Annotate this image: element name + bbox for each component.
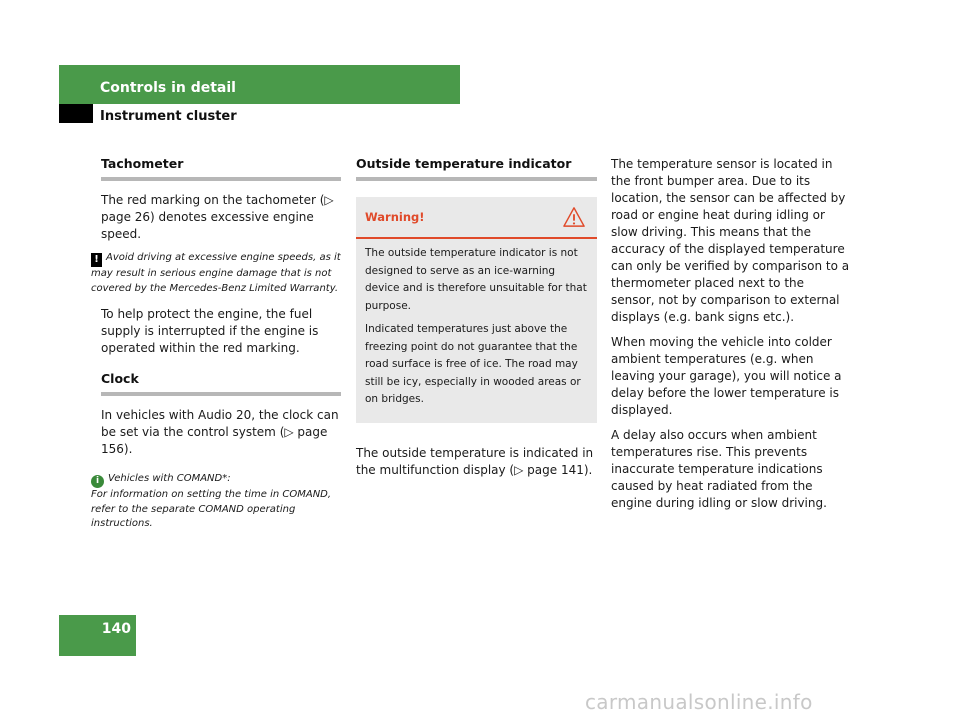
exclamation-icon: ! (91, 253, 102, 267)
comand-note-title: Vehicles with COMAND*: (108, 473, 231, 484)
section-title: Controls in detail (100, 80, 236, 96)
comand-note (91, 472, 341, 532)
tachometer-heading: Tachometer (101, 156, 184, 171)
comand-note-body: For information on setting the time in COMAND, refer to the separate COMAND operating instructions. (91, 489, 332, 529)
tachometer-text: The red marking on the tachometer (▷ page 26) denotes excessive engine speed. (101, 193, 334, 241)
warmer-delay-text: A delay also occurs when ambient temperatures rise. This prevents inaccurate temperature indications caused by heat radiated from the engine during idling or slow driving. (611, 428, 827, 510)
colder-delay-text: When moving the vehicle into colder ambient temperatures (e.g. when leaving your garage), you will notice a delay before the lower temperature is displayed. (611, 335, 842, 417)
column-right (611, 156, 851, 520)
engine-speed-note-text: Avoid driving at excessive engine speeds, as it may result in serious engine damage that is not covered by the Mercedes-Benz Limited Warranty. (91, 252, 341, 294)
warning-triangle-icon (563, 206, 585, 228)
clock-text: In vehicles with Audio 20, the clock can be set via the control system (▷ page 156). (101, 408, 339, 456)
outside-temp-text: The outside temperature is indicated in the multifunction display (▷ page 141). (356, 445, 594, 477)
subsection-title: Instrument cluster (100, 109, 237, 124)
warning-header (356, 197, 597, 239)
engine-speed-note (91, 251, 341, 296)
warning-text-2: Indicated temperatures just above the freezing point do not guarantee that the road surface is free of ice. The road may still be icy, especially in wooded areas or on bridges. (365, 323, 581, 405)
warning-body (356, 239, 597, 419)
clock-heading: Clock (101, 371, 139, 386)
page-number: 140 (101, 621, 131, 637)
column-middle (356, 156, 597, 487)
header-marker (59, 104, 93, 123)
info-icon: i (91, 475, 104, 488)
column-left (91, 156, 341, 542)
warning-text-1: The outside temperature indicator is not designed to serve as an ice-warning device and is therefore unsuitable for that purpose. (365, 247, 587, 312)
heading-rule (101, 392, 341, 396)
heading-rule (101, 177, 341, 181)
warning-label: Warning! (365, 210, 425, 224)
outside-temp-heading: Outside temperature indicator (356, 156, 572, 171)
fuel-supply-text: To help protect the engine, the fuel supply is interrupted if the engine is operated within the red marking. (101, 307, 319, 355)
warning-box (356, 197, 597, 423)
heading-rule (356, 177, 597, 181)
watermark: carmanualsonline.info (585, 690, 813, 714)
sensor-location-text: The temperature sensor is located in the front bumper area. Due to its location, the sensor can be affected by road or engine heat during idling or slow driving. This means that the accuracy of the displayed temperature can only be verified by comparison to a thermometer placed next to the sensor, not by comparison to external displays (e.g. bank signs etc.). (611, 157, 850, 324)
